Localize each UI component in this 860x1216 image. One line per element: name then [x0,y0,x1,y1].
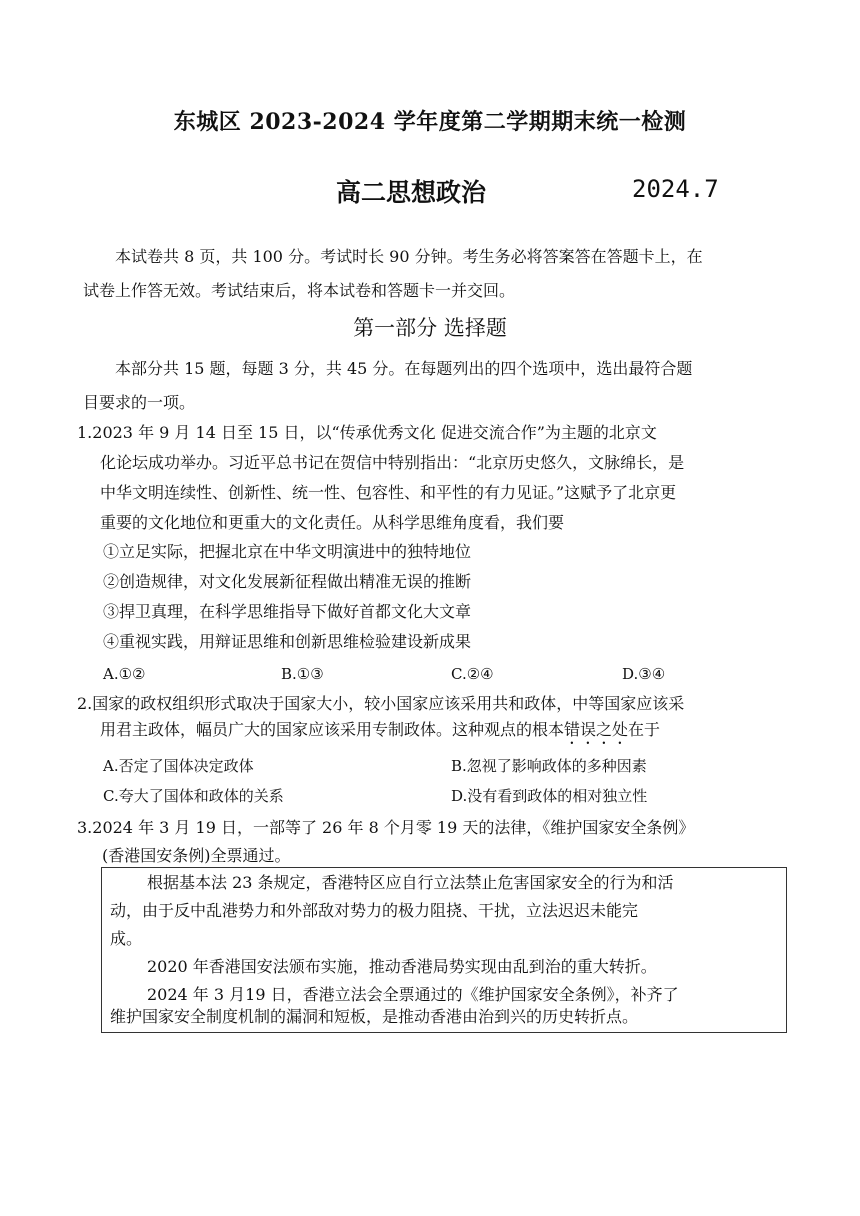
material-line: 维护国家安全制度机制的漏洞和短板，是推动香港由治到兴的历史转折点。 [110,1007,639,1026]
question-1-stem: 化论坛成功举办。习近平总书记在贺信中特别指出：“北京历史悠久，文脉绵长，是 [100,453,685,472]
material-line: 2020 年香港国安法颁布实施，推动香港局势实现由乱到治的重大转折。 [147,957,657,976]
intro-line: 试卷上作答无效。考试结束后，将本试卷和答题卡一并交回。 [83,281,516,300]
subject-title: 高二思想政治 [336,178,487,207]
question-3-stem: (香港国安条例)全票通过。 [102,846,291,865]
section-instruction: 目要求的一项。 [83,393,196,412]
question-1-choice-a[interactable]: A.①② [103,665,146,683]
question-2-stem: 2.国家的政权组织形式取决于国家大小，较小国家应该采用共和政体，中等国家应该采 [77,694,685,713]
question-1-statement: ③捍卫真理，在科学思维指导下做好首都文化大文章 [103,602,472,621]
material-line: 根据基本法 23 条规定，香港特区应自行立法禁止危害国家安全的行为和活 [147,873,674,892]
question-1-stem: 1.2023 年 9 月 14 日至 15 日，以“传承优秀文化 促进交流合作”为主题的北京文 [77,423,657,442]
question-2-choice-a[interactable]: A.否定了国体决定政体 [103,757,254,775]
question-1-statement: ①立足实际，把握北京在中华文明演进中的独特地位 [103,542,472,561]
question-1-choice-b[interactable]: B.①③ [281,665,324,683]
material-line: 2024 年 3 月19 日，香港立法会全票通过的《维护国家安全条例》，补齐了 [147,985,679,1004]
question-2-choice-d[interactable]: D.没有看到政体的相对独立性 [451,787,648,805]
question-2-choice-c[interactable]: C.夸大了国体和政体的关系 [103,787,284,805]
section-title: 第一部分 选择题 [353,316,507,340]
emphasized-phrase: 错误之处 [564,720,629,739]
question-2-stem-line [100,715,660,748]
material-box [101,867,787,1033]
material-line: 成。 [110,929,143,948]
question-1-choice-c[interactable]: C.②④ [451,665,494,683]
question-1-choice-d[interactable]: D.③④ [622,665,666,683]
question-1-stem: 中华文明连续性、创新性、统一性、包容性、和平性的有力见证。”这赋予了北京更 [100,483,677,502]
exam-title: 东城区 2023-2024 学年度第二学期期末统一检测 [173,109,687,135]
exam-date: 2024.7 [632,175,719,203]
question-2-stem: 用君主政体，幅员广大的国家应该采用专制政体。这种观点的根本 [100,720,565,739]
question-2-choice-b[interactable]: B.忽视了影响政体的多种因素 [451,757,647,775]
question-1-statement: ④重视实践，用辩证思维和创新思维检验建设新成果 [103,632,472,651]
question-2-stem-tail: 在于 [628,720,661,739]
question-1-statement: ②创造规律，对文化发展新征程做出精准无误的推断 [103,572,472,591]
question-1-stem: 重要的文化地位和更重大的文化责任。从科学思维角度看，我们要 [100,513,565,532]
question-3-stem: 3.2024 年 3 月 19 日，一部等了 26 年 8 个月零 19 天的法律，《维护国家安全条例》 [77,818,695,837]
section-instruction: 本部分共 15 题，每题 3 分，共 45 分。在每题列出的四个选项中，选出最符合题 [115,359,693,378]
intro-line: 本试卷共 8 页，共 100 分。考试时长 90 分钟。考生务必将答案答在答题卡上，在 [115,247,703,266]
material-line: 动，由于反中乱港势力和外部敌对势力的极力阻挠、干扰，立法迟迟未能完 [110,901,639,920]
